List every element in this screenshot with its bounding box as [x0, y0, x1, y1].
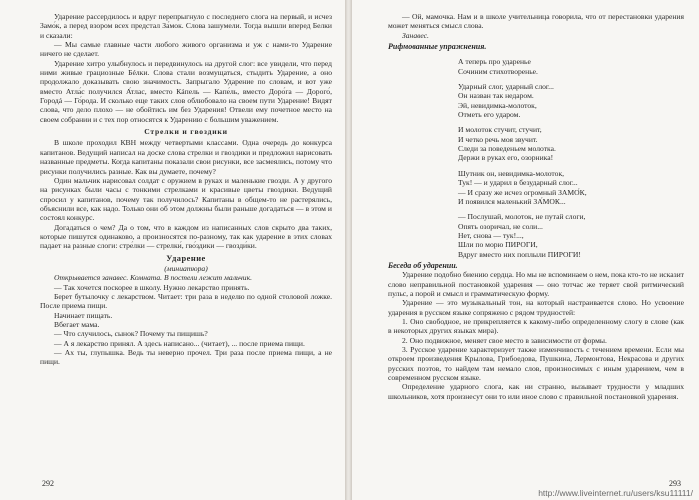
- poem-line: Держи в руках его, озорника!: [458, 153, 554, 163]
- paragraph: — Мы самые главные части любого живого организма и уж с нами-то Ударение ничего не сделает.: [40, 40, 332, 59]
- poem-line: Вдруг вместо них поплыли ПИРОГИ!: [458, 249, 581, 259]
- paragraph: — Ах ты, глупышка. Ведь ты неверно прочел. Три раза после приема пищи, а не пищи.: [40, 348, 332, 367]
- right-text-column: [388, 12, 684, 401]
- poem-line: Опять озоричал, не соли...: [458, 221, 543, 231]
- poem-line: Следи за поведеньем молотка.: [458, 144, 556, 154]
- left-text-column: [40, 12, 332, 367]
- paragraph: 2. Оно подвижное, меняет свое место в зависимости от формы.: [402, 335, 607, 345]
- page-number: 292: [42, 479, 54, 488]
- poem-line: Отметь его ударом.: [458, 110, 521, 120]
- paragraph: В школе проходил КВН между четвертыми классами. Одна очередь до конкурса капитанов. Ведущий написал на доске слова стрелки и гвоздики и предложил нарисовать названные предметы. Когда капитаны показали свои рисунки, все засмеялись, потому что рисунки получились разные. Как вы думаете, почему?: [40, 138, 332, 176]
- poem-line: — Послушай, молоток, не путай слоги,: [458, 212, 586, 222]
- poem-line: И появился маленький ЗА́МОК...: [458, 196, 566, 206]
- paragraph: Ударение подобно биению сердца. Но мы не вспоминаем о нем, пока кто-то не исказит слово неправильной постановкой ударения — оно тотчас же теряет свой ритмический пульс, а порой и смысл и грамматическую форму.: [388, 270, 684, 298]
- section-title: Беседа об ударении.: [388, 260, 458, 270]
- book-gutter: [345, 0, 352, 500]
- poem-line: А теперь про ударенье: [458, 57, 531, 67]
- paragraph: Вбегает мама.: [54, 320, 100, 329]
- left-page: [0, 0, 345, 500]
- poem-line: — И сразу же исчез огромный ЗАМО́К,: [458, 187, 587, 197]
- stage-direction: Открывается занавес. Комната. В постели лежит мальчик.: [54, 273, 253, 283]
- paragraph: — Так хочется поскорее в школу. Нужно лекарство принять.: [54, 282, 250, 292]
- paragraph: Начинает пищать.: [54, 310, 113, 320]
- poem-line: Сочиним стихотворенье.: [458, 66, 538, 76]
- section-heading: Стрелки и гвоздики: [144, 127, 228, 137]
- poem-line: Он назван так недаром.: [458, 91, 534, 101]
- paragraph: Ударение рассердилось и вдруг перепрыгнуло с последнего слога на первый, и исчез Замо́к, а перед взором всех предстал За́мок. Слова зашумели. Тогда вышли вперед Белки и сказали:: [40, 12, 332, 40]
- poem-line: Эй, невидимка-молоток,: [458, 100, 537, 110]
- paragraph: Ударение — это музыкальный тон, на который настраивается слово. Но усвоение ударения в русском языке сопряжено с рядом трудностей:: [388, 298, 684, 317]
- page-number: 293: [669, 479, 681, 488]
- section-heading: Ударение: [166, 253, 206, 263]
- poem-line: Тук! — и ударил в безударный слог...: [458, 178, 578, 188]
- paragraph: 3. Русское ударение характеризует также изменчивость с течением времени. Если мы откроем произведения Крылова, Грибоедова, Пушкина, Лермонтова, Некрасова и других русских поэтов, то найдем там немало слов, произносимых с иным ударением, чем в современном русском языке.: [388, 345, 684, 383]
- stage-direction: Занавес.: [402, 30, 429, 40]
- section-title: Рифмованные упражнения.: [388, 42, 487, 52]
- section-subtitle: (миниатюра): [164, 263, 208, 273]
- paragraph: — Ой, мамочка. Нам и в школе учительница говорила, что от перестановки ударения может меняться смысл слова.: [388, 12, 684, 31]
- poem-line: Нет, снова — тук!...,: [458, 230, 524, 240]
- poem-line: И молоток стучит, стучит,: [458, 125, 542, 135]
- poem-line: Шли по морю ПИРОГИ,: [458, 240, 538, 250]
- paragraph: 1. Оно свободное, не прикрепляется к какому-либо определенному слогу в слове (как в некоторых других языках мира).: [388, 316, 684, 336]
- poem-line: Шутник он, невидимка-молоток,: [458, 168, 565, 178]
- paragraph: Один мальчик нарисовал солдат с оружием в руках и маленькие гвозди. А у другого на рисунках были часы с тонкими стрелками и красивые цветы гвоздики. Ведущий спросил у капитанов, почему так получилось? Капитаны в общем-то не растерялись, объяснили все, как надо. Только они об этом должны были раньше догадаться — в этом и состоял конкурс.: [40, 175, 332, 223]
- watermark-url: http://www.liveinternet.ru/users/ksu11111/: [538, 488, 693, 498]
- paragraph: Определение ударного слога, как ни странно, вызывает трудности у младших школьников, хотя произнесут они то или иное слово с правильной постановкой ударения.: [388, 382, 684, 401]
- paragraph: — А я лекарство принял. А здесь написано... (читает), ... после приема пищи.: [54, 338, 305, 348]
- poem-line: И четко речь моя звучит.: [458, 134, 538, 144]
- paragraph: Берет бутылочку с лекарством. Читает: три раза в неделю по одной столовой ложке. После приема пищи.: [40, 291, 332, 311]
- paragraph: Догадаться о чем? Да о том, что в каждом из написанных слов скрыто два таких, которые пишутся одинаково, а произносятся по-разному, так как ударение в этих словах падает на разные слоги: стре́лки — стрелки́, гво́здики — гвозди́ки.: [40, 222, 332, 251]
- right-page: [352, 0, 699, 500]
- poem-line: Ударный слог, ударный слог...: [458, 82, 554, 92]
- paragraph: — Что случилось, сынок? Почему ты пищишь?: [54, 329, 208, 339]
- paragraph: Ударение хитро улыбнулось и передвинулось на другой слог: все увидели, что перед ними живые грациозные Бéлки. Слова стали возмущаться, стыдить Ударение, а оно продолжало доказывать свою значимость. Запрыгало Ударение по словам, и вот уже вместо Атла́с получился А́тлас, вместо Кáпель — Капе́ль, вместо Доро́га — Дорого́, Городá — Го́рода. И сколько еще таких слов облюбовало на своем пути Ударение! Видят слова, что дело плохо — не обойтись им без Ударения! Отвели ему почетное место на своем собрании и с тех пор относятся к Ударению с большим уважением.: [40, 58, 332, 124]
